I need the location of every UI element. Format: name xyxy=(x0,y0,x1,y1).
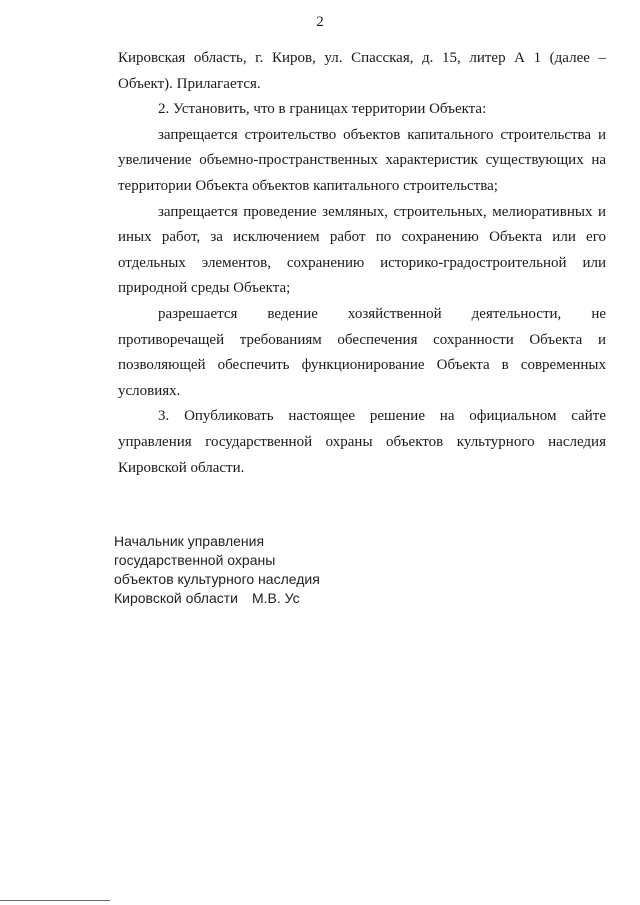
paragraph-activity-allowed: разрешается ведение хозяйственной деятельности, не противоречащей требованиям обеспечения сохранности Объекта и позволяющей обеспечить функционирование Объекта в современных условиях. xyxy=(118,305,606,399)
footer-divider xyxy=(0,900,110,901)
signature-title-line-1: Начальник управления xyxy=(114,533,265,549)
paragraph-construction-ban: запрещается строительство объектов капитального строительства и увеличение объемно-пространственных характеристик существующих на территории Объекта объектов капитального строительства; xyxy=(118,126,606,194)
signature-title-line-3: объектов культурного наследия xyxy=(114,571,320,587)
paragraph-item-3: 3. Опубликовать настоящее решение на официальном сайте управления государственной охраны объектов культурного наследия Кировской области. xyxy=(118,408,606,476)
signature-title-line-2: государственной охраны xyxy=(114,552,276,568)
signature-region: Кировской области xyxy=(114,590,238,606)
signature-block xyxy=(114,532,320,608)
paragraph-object-address: Кировская область, г. Киров, ул. Спасская, д. 15, литер А 1 (далее – Объект). Прилагается. xyxy=(118,50,606,92)
paragraph-item-2: 2. Установить, что в границах территории Объекта: xyxy=(158,101,487,118)
page-number: 2 xyxy=(316,14,324,30)
signature-title-line-4 xyxy=(114,589,320,608)
signatory-name: М.В. Ус xyxy=(251,590,300,606)
paragraph-works-ban: запрещается проведение земляных, строительных, мелиоративных и иных работ, за исключением работ по сохранению Объекта или его отдельных элементов, сохранению историко-градостроительной или природной среды Объекта; xyxy=(118,203,606,297)
document-body xyxy=(118,46,606,481)
